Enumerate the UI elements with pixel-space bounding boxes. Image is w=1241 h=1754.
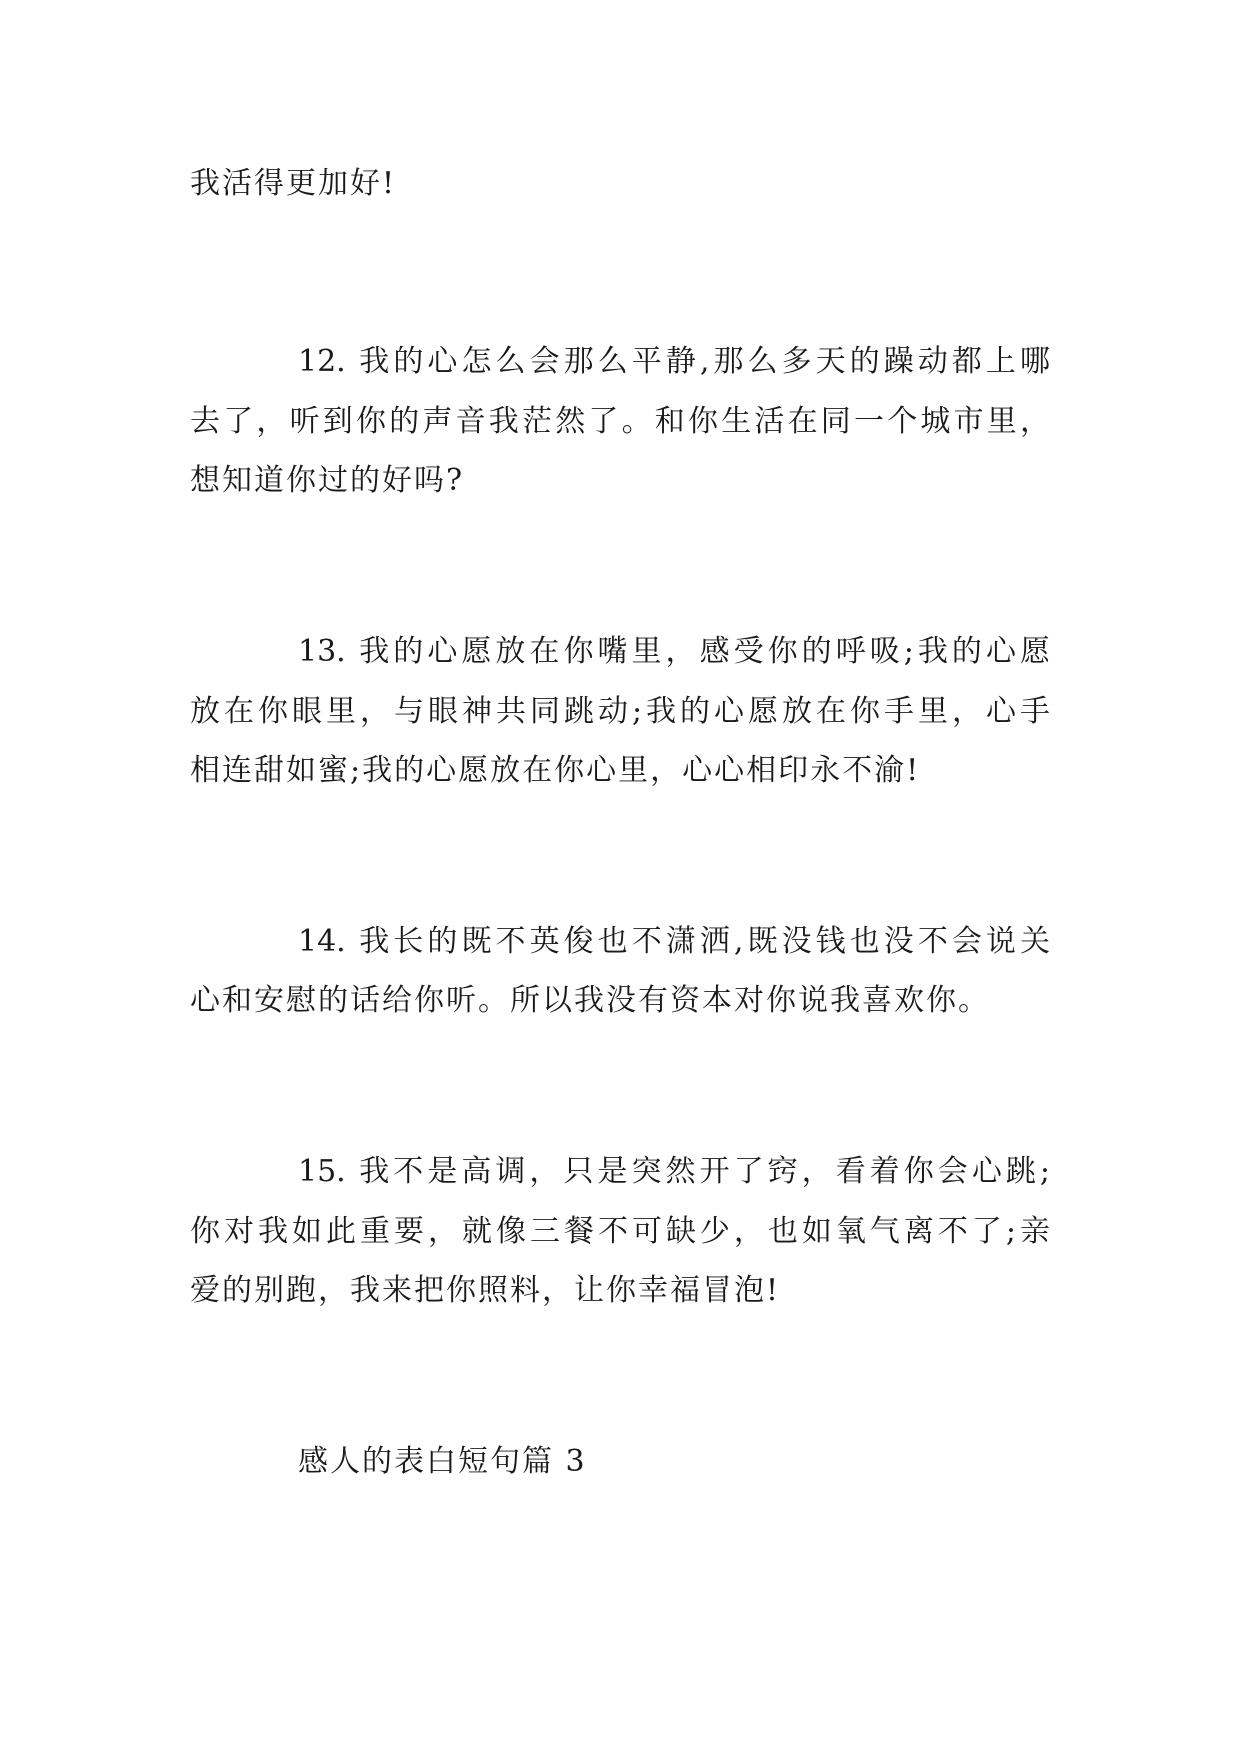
continuation-line: 我活得更加好! <box>190 166 397 201</box>
item-15-line-1: 15. 我不是高调，只是突然开了窍，看着你会心跳; <box>298 1154 1050 1189</box>
item-13-line-2: 放在你眼里，与眼神共同跳动;我的心愿放在你手里，心手 <box>190 694 1050 729</box>
item-14-line-2: 心和安慰的话给你听。所以我没有资本对你说我喜欢你。 <box>190 983 990 1018</box>
item-15-line-3: 爱的别跑，我来把你照料，让你幸福冒泡! <box>190 1273 781 1308</box>
item-13-line-3: 相连甜如蜜;我的心愿放在你心里，心心相印永不渝! <box>190 753 921 788</box>
item-15-line-2: 你对我如此重要，就像三餐不可缺少，也如氧气离不了;亲 <box>190 1214 1050 1249</box>
section-heading: 感人的表白短句篇 3 <box>298 1444 587 1479</box>
item-12-line-1: 12. 我的心怎么会那么平静,那么多天的躁动都上哪 <box>298 344 1050 379</box>
item-14-line-1: 14. 我长的既不英俊也不潇洒,既没钱也没不会说关 <box>298 924 1050 959</box>
item-13-line-1: 13. 我的心愿放在你嘴里，感受你的呼吸;我的心愿 <box>298 634 1050 669</box>
item-12-line-2: 去了，听到你的声音我茫然了。和你生活在同一个城市里， <box>190 404 1050 439</box>
item-12-line-3: 想知道你过的好吗? <box>190 463 465 498</box>
